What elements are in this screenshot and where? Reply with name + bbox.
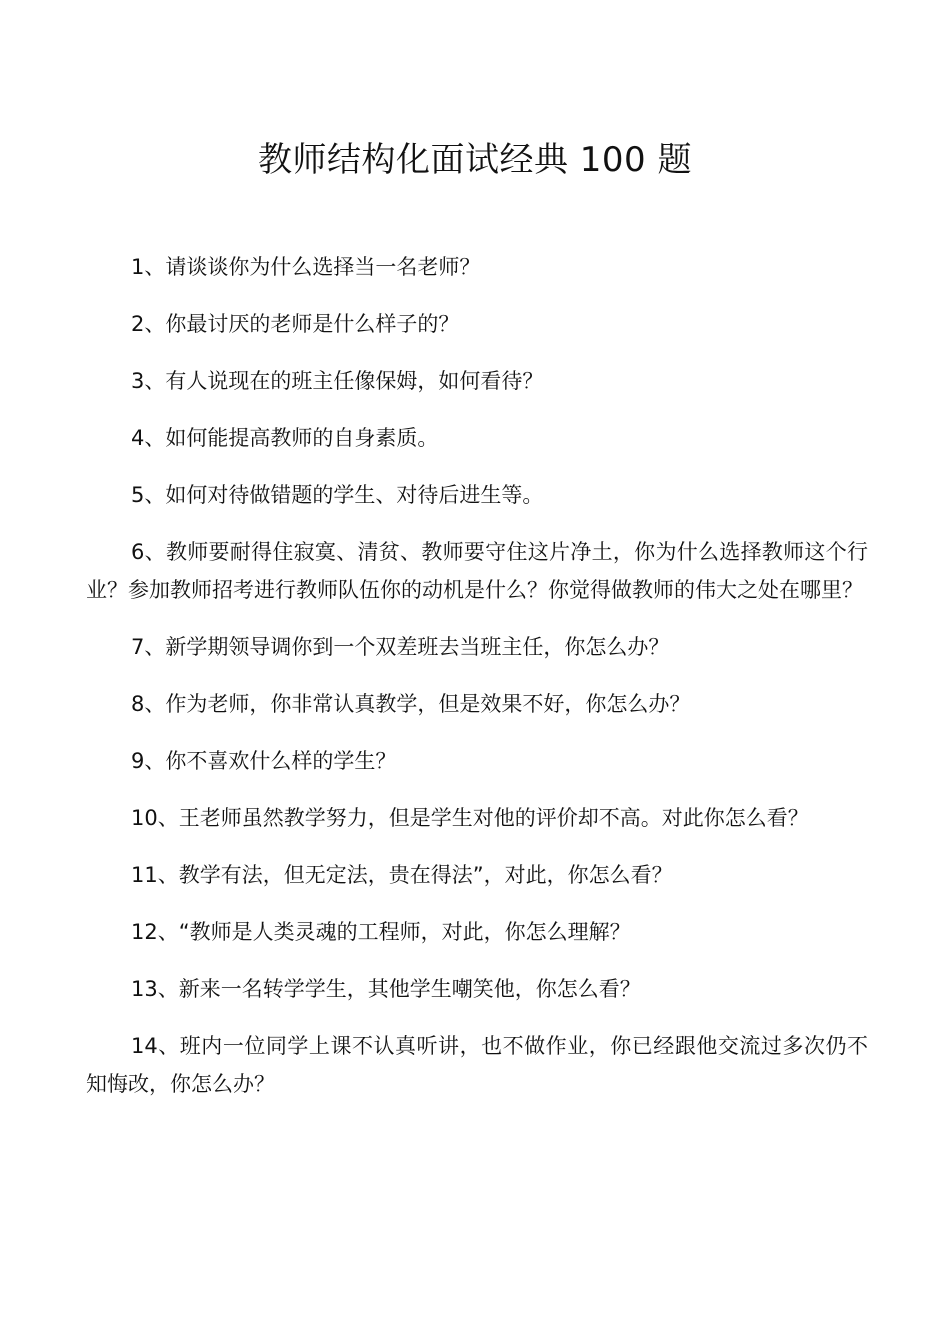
question-text: 新来一名转学学生，其他学生嘲笑他，你怎么看？ (178, 977, 641, 1001)
document-title: 教师结构化面试经典 100 题 (257, 140, 692, 180)
question-list (86, 248, 868, 1122)
question-text: 作为老师，你非常认真教学，但是效果不好，你怎么办？ (165, 692, 691, 716)
question-number: 3、 (131, 369, 166, 393)
question-number: 12、 (131, 920, 179, 944)
question-item (86, 419, 868, 457)
question-text: 请谈谈你为什么选择当一名老师？ (165, 255, 481, 279)
question-item (86, 1027, 868, 1103)
question-number: 14、 (131, 1034, 180, 1058)
question-number: 8、 (131, 692, 166, 716)
question-item (86, 533, 868, 609)
question-item (86, 799, 868, 837)
question-item (86, 305, 868, 343)
question-text: 班内一位同学上课不认真听讲，也不做作业，你已经跟他交流过多次仍不知悔改，你怎么办？ (86, 1034, 868, 1096)
question-text: 有人说现在的班主任像保姆，如何看待？ (165, 369, 544, 393)
question-text: 你最讨厌的老师是什么样子的？ (165, 312, 460, 336)
question-text: “教师是人类灵魂的工程师，对此，你怎么理解？ (178, 920, 631, 944)
question-item (86, 970, 868, 1008)
question-item (86, 685, 868, 723)
question-number: 1、 (131, 255, 166, 279)
question-number: 6、 (131, 540, 166, 564)
question-number: 5、 (131, 483, 166, 507)
question-number: 9、 (131, 749, 166, 773)
question-text: 王老师虽然教学努力，但是学生对他的评价却不高。对此你怎么看？ (178, 806, 809, 830)
question-text: 你不喜欢什么样的学生？ (165, 749, 397, 773)
question-text: 教学有法，但无定法，贵在得法”，对此，你怎么看？ (178, 863, 673, 887)
question-item (86, 856, 868, 894)
question-text: 教师要耐得住寂寞、清贫、教师要守住这片净土，你为什么选择教师这个行业？参加教师招考进行教师队伍你的动机是什么？你觉得做教师的伟大之处在哪里？ (86, 540, 868, 602)
question-item (86, 742, 868, 780)
question-text: 如何对待做错题的学生、对待后进生等。 (165, 483, 544, 507)
question-item (86, 248, 868, 286)
question-number: 13、 (131, 977, 179, 1001)
question-item (86, 913, 868, 951)
question-item (86, 362, 868, 400)
question-item (86, 476, 868, 514)
question-text: 新学期领导调你到一个双差班去当班主任，你怎么办？ (165, 635, 670, 659)
question-item (86, 628, 868, 666)
question-number: 10、 (131, 806, 179, 830)
question-number: 7、 (131, 635, 166, 659)
question-number: 2、 (131, 312, 166, 336)
question-text: 如何能提高教师的自身素质。 (165, 426, 439, 450)
question-number: 4、 (131, 426, 166, 450)
question-number: 11、 (131, 863, 179, 887)
